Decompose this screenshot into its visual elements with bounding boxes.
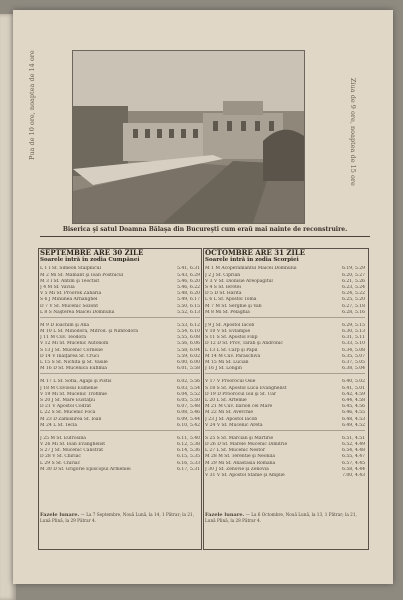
calendar-sunrise-sunset: 6.04, 5.52 — [177, 391, 200, 397]
september-moon-phases — [40, 512, 200, 523]
calendar-row — [205, 310, 365, 316]
calendar-day-and-saint: S 27 J Sf. Mucenic Calistrat — [40, 448, 104, 454]
calendar-row — [205, 423, 365, 429]
calendar-sunrise-sunset: 6.37, 5.05 — [342, 360, 365, 366]
september-column — [40, 250, 200, 473]
calendar-day-and-saint: J 9 J Sf. Apostol Iacob — [205, 322, 255, 328]
calendar-sunrise-sunset: 6.52, 4.49 — [342, 442, 365, 448]
calendar-sunrise-sunset: 6.23, 5.24 — [342, 284, 365, 290]
calendar-day-and-saint: V 19 Mi Sf. Mucenic Trofimie — [40, 391, 107, 397]
october-title: OCTOMBRE ARE 31 ZILE — [205, 248, 306, 257]
calendar-day-and-saint: M 9 D Ioachim şi Ana — [40, 322, 90, 328]
church-photo-illustration — [73, 51, 304, 223]
calendar-sunrise-sunset: 6.00, 6.00 — [177, 360, 200, 366]
calendar-sunrise-sunset: 6.19, 5.29 — [342, 266, 365, 272]
calendar-day-and-saint: S 11 S Sf. Apostol Filip — [205, 335, 258, 341]
calendar-sunrise-sunset: 6.15, 5.35 — [177, 454, 200, 460]
calendar-day-and-saint: J 2 J Sf. Ciprian — [205, 272, 241, 278]
calendar-sunrise-sunset: 6.33, 5.10 — [342, 341, 365, 347]
calendar-day-and-saint: D 28 V Sf. Chiriac — [40, 454, 81, 460]
calendar-day-and-saint: V 24 V Sf. Mucenic Areta — [205, 422, 263, 428]
calendar-day-and-saint: M 24 L Sf. Tecla — [40, 422, 78, 428]
calendar-sunrise-sunset: 5.50, 6.15 — [177, 303, 200, 309]
calendar-day-and-saint: L 29 S Sf. Chiriac — [40, 460, 81, 466]
calendar-sunrise-sunset: 6.12, 5.38 — [177, 442, 200, 448]
calendar-sunrise-sunset: 6.38, 5.04 — [342, 366, 365, 372]
church-photo — [72, 50, 305, 224]
calendar-sunrise-sunset: 6.29, 5.15 — [342, 322, 365, 328]
calendar-sunrise-sunset: 6.03, 5.54 — [177, 385, 200, 391]
calendar-sunrise-sunset: 5.49, 6.17 — [177, 297, 200, 303]
calendar-row — [40, 366, 200, 372]
calendar-day-and-saint: D 19 D Proorocul Ioil şi Sf. Uar — [205, 391, 277, 397]
calendar-sunrise-sunset: 6.08, 5.46 — [177, 410, 200, 416]
calendar-day-and-saint: M 14 M Cuv. Paraschiva — [205, 353, 261, 359]
calendar-day-and-saint: L 20 L Sf. Artemie — [205, 397, 247, 403]
calendar-sunrise-sunset: 6.10, 5.42 — [177, 422, 200, 428]
calendar-sunrise-sunset: 6.27, 5.18 — [342, 303, 365, 309]
october-subtitle: Soarele intră în zodia Scorpiei — [205, 257, 299, 264]
calendar-day-and-saint: D 21 V Apostol Codrat — [40, 404, 92, 410]
calendar-day-and-saint: S 25 S Sf. Marcian şi Martirie — [205, 435, 274, 441]
calendar-day-and-saint: L 15 S Sf. Nichita şi Sf. Vasile — [40, 360, 108, 366]
calendar-sunrise-sunset: 6.41, 5.01 — [342, 385, 365, 391]
calendar-sunrise-sunset: 5.54, 6.10 — [177, 329, 200, 335]
week-separator — [40, 430, 200, 435]
calendar-day-and-saint: J 25 M Sf. Eufrosina — [40, 435, 86, 441]
calendar-sunrise-sunset: 6.35, 5.07 — [342, 353, 365, 359]
october-rows — [205, 266, 365, 479]
photo-caption: Biserica şi satul Doamna Bălaşa din Bucureşti cum eraŭ mai nainte de reconstruire. — [62, 226, 348, 233]
calendar-sunrise-sunset: 5.52, 6.13 — [177, 309, 200, 315]
calendar-sunrise-sunset: 6.09, 5.44 — [177, 416, 200, 422]
calendar-sunrise-sunset: 6.11, 5.40 — [177, 435, 200, 441]
october-column — [205, 250, 365, 479]
calendar-sunrise-sunset: 5.55, 6.08 — [177, 335, 200, 341]
calendar-row — [205, 366, 365, 372]
calendar-day-and-saint: M 28 M Sf. Terentie şi Neonila — [205, 454, 275, 460]
calendar-sunrise-sunset: 5.59, 6.02 — [177, 353, 200, 359]
calendar-sunrise-sunset: 6.45, 4.56 — [342, 404, 365, 410]
calendar-sunrise-sunset: 6.16, 5.33 — [177, 460, 200, 466]
october-moon-phases — [205, 512, 365, 523]
calendar-day-and-saint: D 12 D Sf. Prov, Tarah şi Andronic — [205, 341, 283, 347]
calendar-sunrise-sunset: 6.54, 4.48 — [342, 448, 365, 454]
calendar-day-and-saint: S 20 J Sf. Mare Eustaţiu — [40, 397, 96, 403]
calendar-day-and-saint: L 8 S Naşterea Maicei Domnului — [40, 309, 115, 315]
calendar-day-and-saint: J 18 M Cuviosul Eumenie — [40, 385, 98, 391]
calendar-day-and-saint: M 1 M Acoperământul Maicei Domnului — [205, 266, 297, 272]
week-separator — [40, 373, 200, 378]
calendar-sunrise-sunset: 6.07, 5.48 — [177, 404, 200, 410]
calendar-day-and-saint: M 3 I Sf. Antim şi Teoctist — [40, 278, 100, 284]
calendar-sunrise-sunset: 6.58, 4.44 — [342, 466, 365, 472]
calendar-sunrise-sunset: 6.30, 5.13 — [342, 329, 365, 335]
calendar-day-and-saint: V 5 Mi Sf. Proorok Zaharia — [40, 291, 102, 297]
calendar-day-and-saint: S 13 J Sf. Mucenic Cornelie — [40, 347, 103, 353]
calendar-sunrise-sunset: 6.49, 4.52 — [342, 422, 365, 428]
week-separator — [40, 317, 200, 322]
calendar-day-and-saint: V 10 V Sf. Evlampie — [205, 329, 251, 335]
calendar-sunrise-sunset: 6.42, 4.59 — [342, 391, 365, 397]
calendar-sunrise-sunset: 5.58, 6.04 — [177, 347, 200, 353]
calendar-sunrise-sunset: 6.57, 4.45 — [342, 460, 365, 466]
calendar-day-and-saint: L 6 L Sf. Apostol Toma — [205, 297, 257, 303]
calendar-sunrise-sunset: 6.02, 5.56 — [177, 379, 200, 385]
calendar-day-and-saint: M 16 D Sf. Mucenica Eufimia — [40, 366, 107, 372]
calendar-row — [40, 423, 200, 429]
calendar-sunrise-sunset: 5.46, 6.22 — [177, 284, 200, 290]
calendar-day-and-saint: V 17 V Proorocul Osie — [205, 379, 256, 385]
calendar-day-and-saint: J 4 M Sf. Vavila — [40, 284, 75, 290]
calendar-day-and-saint: J 11 M Cuv. Teodora — [40, 335, 87, 341]
calendar-day-and-saint: S 6 J Minunea Arhanghel — [40, 297, 98, 303]
calendar-sunrise-sunset: 6.34, 5.08 — [342, 347, 365, 353]
calendar-day-and-saint: D 26 D Sf. Marele Mucenic Dimitrie — [205, 442, 288, 448]
calendar-sunrise-sunset: 6.01, 5.58 — [177, 366, 200, 372]
calendar-day-and-saint: M 23 D Zămislirea Sf. Ioan — [40, 416, 102, 422]
calendar-day-and-saint: L 22 S Sf. Mucenic Foca — [40, 410, 96, 416]
week-separator — [205, 317, 365, 322]
calendar-day-and-saint: L 27 L Sf. Mucenic Nestor — [205, 448, 265, 454]
calendar-sunrise-sunset: 6.05, 5.50 — [177, 397, 200, 403]
side-note-left: Pua de 10 ore, noaptea de 14 ore — [28, 50, 36, 160]
week-separator — [205, 430, 365, 435]
calendar-day-and-saint: M 10 L Sf. Minodora, Mitrod. şi Nimfodora — [40, 329, 139, 335]
calendar-sunrise-sunset: 6.55, 4.47 — [342, 454, 365, 460]
calendar-day-and-saint: D 14 V Inălţarea Sf. Cruci — [40, 353, 99, 359]
september-foot-text: — La 7 Septembre, Nouă Lună, la 14, 1 Pătrar; la 21, Lună Plină, la 29 Pătrar 4. — [40, 512, 195, 523]
calendar-day-and-saint: M 29 Mi Sf. Anastasia Romana — [205, 460, 276, 466]
calendar-day-and-saint: D 5 D Sf. Harita — [205, 291, 242, 297]
calendar-sunrise-sunset: 6.14, 5.36 — [177, 448, 200, 454]
calendar-day-and-saint: J 23 J Sf. Apostol Iacob — [205, 416, 258, 422]
calendar-sunrise-sunset: 6.21, 5.26 — [342, 278, 365, 284]
calendar-day-and-saint: S 18 S Sf. Apostol Luca Evanghelist — [205, 385, 287, 391]
calendar-sunrise-sunset: 6.51, 4.51 — [342, 435, 365, 441]
calendar-sunrise-sunset: 5.56, 6.06 — [177, 341, 200, 347]
calendar-sunrise-sunset: 6.20, 5.27 — [342, 272, 365, 278]
calendar-row — [205, 473, 365, 479]
calendar-sunrise-sunset: 5.43, 6.29 — [177, 272, 200, 278]
calendar-day-and-saint: M 30 D Sf. Grigorie Episcopul Armeniei — [40, 466, 131, 472]
calendar-sunrise-sunset: 6.28, 5.16 — [342, 309, 365, 315]
calendar-sunrise-sunset: 6.44, 4.58 — [342, 397, 365, 403]
calendar-sunrise-sunset: 6.46, 4.55 — [342, 410, 365, 416]
calendar-day-and-saint: M 8 Mi Sf. Pelaghia — [205, 309, 250, 315]
calendar-day-and-saint: V 3 V Sf. Dionisie Areopagitul — [205, 278, 273, 284]
calendar-day-and-saint: V 12 Mi Sf. Mucenic Autonom — [40, 341, 109, 347]
calendar-day-and-saint: V 31 V Sf. Apostol Stahie şi Amplie — [205, 473, 285, 479]
calendar-day-and-saint: J 16 J Sf. Longin — [205, 366, 242, 372]
calendar-sunrise-sunset: 6.17, 5.31 — [177, 466, 200, 472]
calendar-day-and-saint: L 13 L Sf. Carp şi Papil — [205, 347, 258, 353]
calendar-sunrise-sunset: 5.53, 6.12 — [177, 322, 200, 328]
september-subtitle: Soarele intră în zodia Cumpănei — [40, 257, 140, 264]
calendar-day-and-saint: M 15 Mi Sf. Lucian — [205, 360, 249, 366]
september-title: SEPTEMBRE ARE 30 ZILE — [40, 248, 144, 257]
calendar-sunrise-sunset: 6.40, 5.02 — [342, 379, 365, 385]
calendar-day-and-saint: L 1 I Sf. Simeon Stâlpnicul — [40, 266, 101, 272]
calendar-day-and-saint: V 26 Mi Sf. Ioan Evanghelist — [40, 442, 106, 448]
calendar-sunrise-sunset: 6.48, 4.53 — [342, 416, 365, 422]
calendar-sunrise-sunset: 5.41, 6.31 — [177, 266, 200, 272]
calendar-day-and-saint: J 30 J Sf. Zenovie şi Zenovia — [205, 466, 269, 472]
calendar-day-and-saint: D 7 V Sf. Mucenic Sozont — [40, 303, 99, 309]
october-foot-title: Fazele lunare. — [205, 512, 245, 518]
calendar-sunrise-sunset: 6.31, 5.11 — [342, 335, 365, 341]
side-note-right: Ziua de 9 ore, noaptea de 15 ore — [349, 78, 357, 186]
calendar-day-and-saint: M 2 Mi Sf. Mamant şi Ioan Postnicul — [40, 272, 124, 278]
calendar-row — [40, 310, 200, 316]
calendar-row — [40, 467, 200, 473]
september-rows — [40, 266, 200, 473]
calendar-sunrise-sunset: 7.00, 4.43 — [342, 473, 365, 479]
calendar-day-and-saint: S 4 S Sf. Ierotei — [205, 284, 241, 290]
calendar-sunrise-sunset: 6.24, 5.22 — [342, 291, 365, 297]
calendar-day-and-saint: M 22 Mi Sf. Averchie — [205, 410, 254, 416]
calendar-sunrise-sunset: 5.46, 6.20 — [177, 278, 200, 284]
calendar-day-and-saint: M 21 M Cuv. Ilarion cel Mare — [205, 404, 273, 410]
september-foot-title: Fazele lunare. — [40, 512, 80, 518]
week-separator — [205, 373, 365, 378]
october-foot-text: — La 6 Octombre, Nouă Lună, la 13, 1 Pătrar; la 21, Lună Plină, la 28 Pătrar 4. — [205, 512, 357, 523]
caption-rule — [40, 236, 370, 237]
calendar-day-and-saint: M 7 M Sf. Serghie şi Vah — [205, 303, 262, 309]
calendar-sunrise-sunset: 6.25, 5.20 — [342, 297, 365, 303]
calendar-sunrise-sunset: 5.48, 6.20 — [177, 291, 200, 297]
calendar-day-and-saint: M 17 L Sf. Sofia, Agapi şi Pistis — [40, 379, 112, 385]
